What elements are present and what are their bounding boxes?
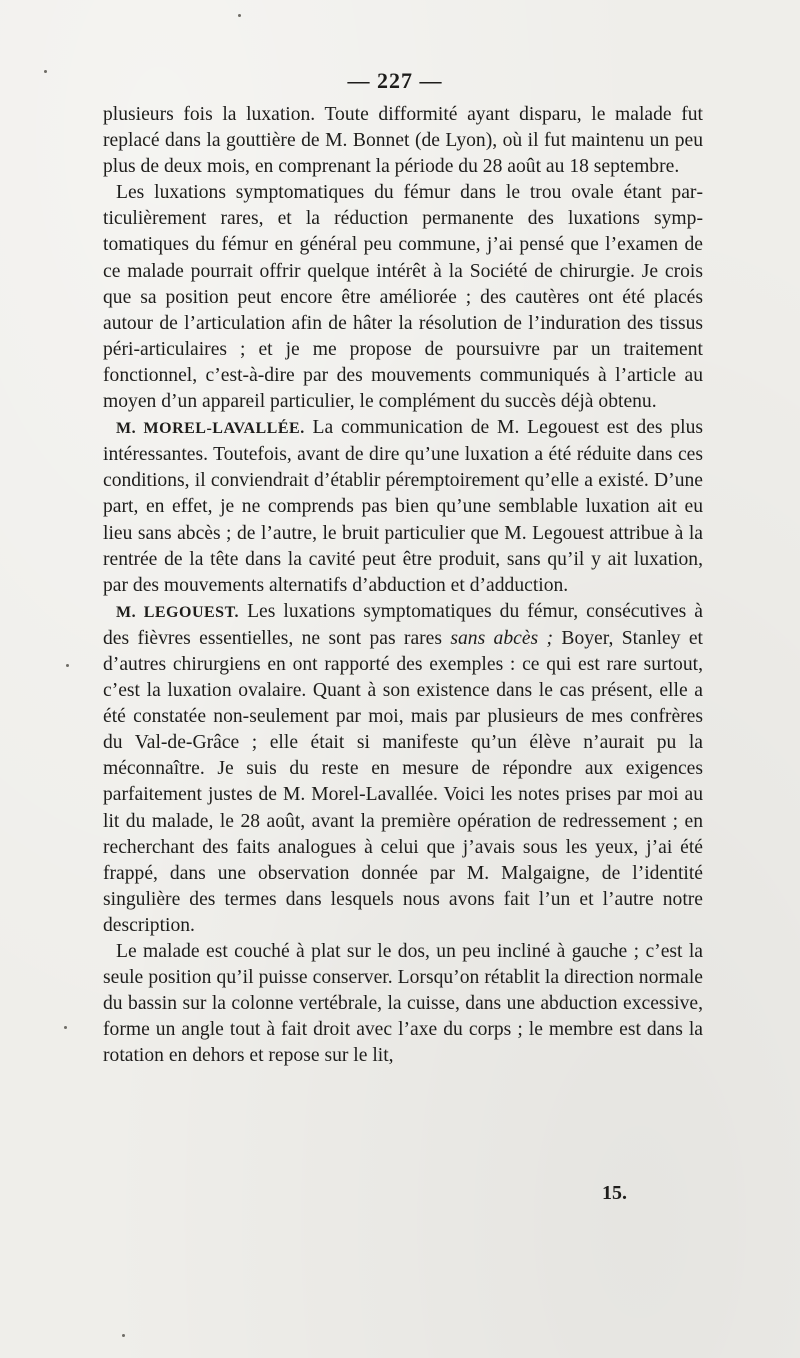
paragraph-text: Le malade est couché à plat sur le dos, un peu incliné à gauche ; c’est la seule position qu’il puisse conserver. Lorsqu’on rétablit la direction normale du bassin sur la colonne vertébrale, la cuisse, dans une abduction excessive, forme un angle tout à fait droit avec l’axe du corps ; le membre est dans la rotation en dehors et repose sur le lit,: [103, 941, 703, 1067]
paper-speck: [122, 1334, 125, 1337]
paragraph-text: Les luxations symptomatiques du fémur, consécutives à des fièvres essentielles, ne sont pas rares: [103, 600, 703, 649]
paragraph-malade: [103, 939, 703, 1069]
paper-speck: [66, 664, 69, 667]
body-text: [103, 102, 703, 1069]
paper-speck: [238, 14, 241, 17]
speaker-name: M. MOREL-LAVALLÉE.: [116, 420, 305, 438]
paragraph-luxations: [103, 180, 703, 415]
paragraph-text: Boyer, Stanley et d’autres chirurgiens en ont rapporté des exemples : ce qui est rare surtout, c’est la luxation ovalaire. Quant à son existence dans le cas présent, elle a été constatée non-seulement par moi, mais par plusieurs de mes confrères du Val-de-Grâce ; elle était si manifeste qu’un élève n’aurait pu la méconnaître. Je suis du reste en mesure de répondre aux exigences parfaitement justes de M. Morel-Lavallée. Voici les notes prises par moi au lit du malade, le 28 août, avant la première opération de redressement ; en recherchant des faits analogues à celui que j’avais sous les yeux, j’ai été frappé, dans une observation donnée par M. Malgaigne, de l’identité singulière des termes dans lesquels nous avons fait l’un et l’autre notre description.: [103, 627, 704, 936]
paragraph-morel-lavallee: [103, 415, 703, 599]
paragraph-continuation: [103, 102, 703, 180]
paragraph-legouest: [103, 599, 703, 939]
speaker-name: M. LEGOUEST.: [116, 603, 240, 621]
signature-mark: 15.: [602, 1182, 627, 1204]
paragraph-text: La communication de M. Legouest est des plus intéressantes. Toutefois, avant de dire qu’une luxation a été réduite dans ces conditions, il conviendrait d’établir péremptoirement qu’elle a existé. D’une part, en effet, je ne comprends pas bien qu’une semblable luxation ait eu lieu sans abcès ; de l’autre, le bruit particulier que M. Legouest attribue à la rentrée de la tête dans la cavité peut être produit, sans qu’il y ait luxation, par des mouvements alternatifs d’abduction et d’adduction.: [103, 417, 703, 596]
paper-speck: [64, 1026, 67, 1029]
italic-phrase: sans abcès ;: [450, 627, 554, 649]
paragraph-text: plusieurs fois la luxation. Toute difformité ayant disparu, le malade fut replacé dans la gouttière de M. Bonnet (de Lyon), où il fut maintenu un peu plus de deux mois, en comprenant la période du 28 août au 18 septembre.: [103, 104, 703, 178]
paragraph-text: Les luxations symptomatiques du fémur dans le trou ovale étant particulièrement rares, et la réduction permanente des luxations symptomatiques du fémur en général peu commune, j’ai pensé que l’examen de ce malade pourrait offrir quelque intérêt à la Société de chirurgie. Je crois que sa position peut encore être améliorée ; des cautères ont été placés autour de l’articulation afin de hâter la résolution de l’induration des tissus péri-articulaires ; et je me propose de poursuivre par un traitement fonctionnel, c’est-à-dire par des mouvements communiqués à l’article au moyen d’un appareil particulier, le complément du succès déjà obtenu.: [103, 182, 703, 413]
paper-speck: [44, 70, 47, 73]
page-number: — 227 —: [347, 68, 443, 93]
